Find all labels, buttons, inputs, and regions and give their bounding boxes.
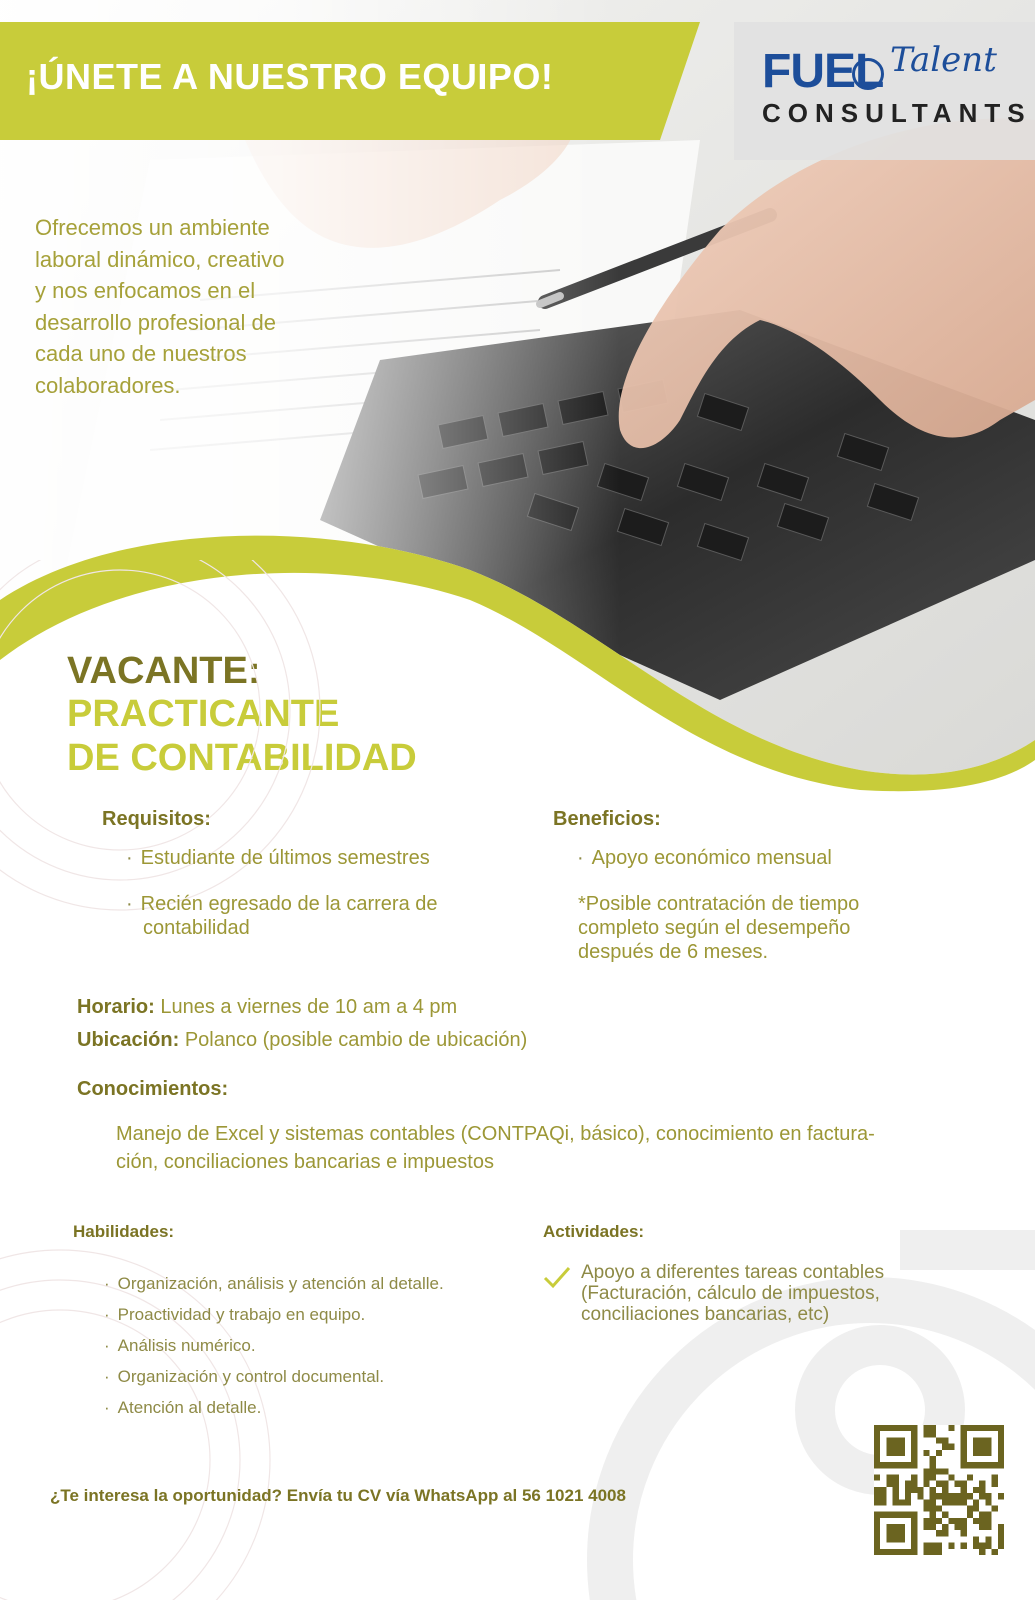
logo-talent-text: Talent xyxy=(890,40,997,80)
vacancy-label: VACANTE: xyxy=(67,650,261,692)
logo-fuel-text: FUEL xyxy=(762,45,884,98)
vacancy-title-line1: PRACTICANTE xyxy=(67,693,340,735)
ubicacion-value: Polanco (posible cambio de ubicación) xyxy=(184,1029,528,1051)
habilidad-item: · Organización y control documental. xyxy=(104,1367,385,1386)
logo-person-icon xyxy=(852,58,884,90)
beneficios-heading: Beneficios: xyxy=(553,808,661,830)
beneficio-note-line: completo según el desempeño xyxy=(578,917,851,939)
requisito-item: · Recién egresado de la carrera de xyxy=(126,893,438,915)
habilidad-item: · Organización, análisis y atención al detalle. xyxy=(104,1274,444,1293)
habilidades-heading: Habilidades: xyxy=(73,1222,175,1241)
contact-cta: ¿Te interesa la oportunidad? Envía tu CV vía WhatsApp al 56 1021 4008 xyxy=(50,1486,626,1505)
conocimientos-text: Manejo de Excel y sistemas contables (CONTPAQi, básico), conocimiento en factura- ción, conciliaciones bancarias e impuestos xyxy=(116,1123,875,1173)
habilidad-item: · Atención al detalle. xyxy=(104,1398,262,1417)
requisitos-heading: Requisitos: xyxy=(102,808,211,830)
beneficio-note-line: después de 6 meses. xyxy=(578,941,769,963)
vacancy-title-line2: DE CONTABILIDAD xyxy=(67,737,417,779)
banner-title: ¡ÚNETE A NUESTRO EQUIPO! xyxy=(26,56,554,97)
ubicacion-label: Ubicación: xyxy=(77,1029,180,1051)
qr-code[interactable] xyxy=(874,1425,1004,1555)
horario-value: Lunes a viernes de 10 am a 4 pm xyxy=(160,996,458,1018)
beneficio-item: · Apoyo económico mensual xyxy=(577,847,832,869)
beneficio-note-line: *Posible contratación de tiempo xyxy=(578,893,860,915)
habilidad-item: · Análisis numérico. xyxy=(104,1336,256,1355)
requisito-item-continuation: contabilidad xyxy=(143,917,250,939)
actividades-text: Apoyo a diferentes tareas contables (Facturación, cálculo de impuestos, conciliaciones bancarias, etc) xyxy=(581,1262,885,1325)
intro-paragraph: Ofrecemos un ambiente laboral dinámico, creativo y nos enfocamos en el desarrollo profesional de cada uno de nuestros colaboradores. xyxy=(35,215,285,398)
horario-line xyxy=(77,995,457,1019)
actividades-heading: Actividades: xyxy=(543,1222,645,1241)
logo-consultants-text: CONSULTANTS xyxy=(762,98,1032,128)
habilidad-item: · Proactividad y trabajo en equipo. xyxy=(104,1305,366,1324)
conocimientos-heading: Conocimientos: xyxy=(77,1078,229,1100)
requisito-item: · Estudiante de últimos semestres xyxy=(126,847,430,869)
horario-label: Horario: xyxy=(77,996,155,1018)
ubicacion-line xyxy=(77,1028,527,1052)
checkmark-icon xyxy=(543,1266,571,1290)
